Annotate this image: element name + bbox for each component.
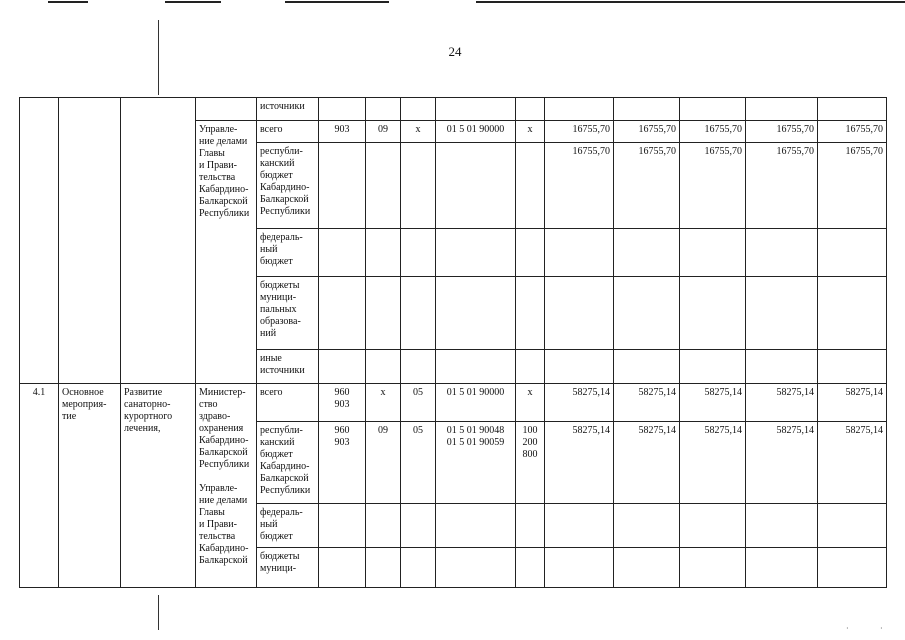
pr-cell: 05 <box>401 422 436 504</box>
grbs-cell: 903 <box>319 121 366 143</box>
fold-mark <box>158 595 159 630</box>
vr-cell: х <box>516 384 545 422</box>
pr-cell: 05 <box>401 384 436 422</box>
grbs-cell: 960 903 <box>319 384 366 422</box>
value-cell: 58275,14 <box>614 384 680 422</box>
value-cell: 58275,14 <box>614 422 680 504</box>
value-cell: 58275,14 <box>545 422 614 504</box>
source-cell: всего <box>257 121 319 143</box>
value-cell: 58275,14 <box>818 422 887 504</box>
value-cell: 16755,70 <box>545 121 614 143</box>
source-cell: федераль- ный бюджет <box>257 229 319 277</box>
value-cell: 16755,70 <box>818 143 887 229</box>
rz-cell: х <box>366 384 401 422</box>
value-cell: 16755,70 <box>680 143 746 229</box>
scan-speck: · <box>846 624 849 633</box>
name-cell: Развитие санаторно- курортного лечения, <box>121 384 196 588</box>
source-cell: иные источники <box>257 350 319 384</box>
scan-artifact-line <box>285 1 389 3</box>
executor-cell: Министер- ство здраво- охранения Кабардино- Балкарской Республики Управле- ние делами Главы и Прави- тельства Кабардино- Балкарской <box>196 384 257 588</box>
scan-artifact-line <box>165 1 221 3</box>
table-row <box>20 384 887 422</box>
scan-artifact-line <box>476 1 905 3</box>
source-cell: бюджеты муници- пальных образова- ний <box>257 277 319 350</box>
value-cell: 16755,70 <box>680 121 746 143</box>
rz-cell: 09 <box>366 121 401 143</box>
value-cell: 58275,14 <box>545 384 614 422</box>
rz-cell: 09 <box>366 422 401 504</box>
source-cell: бюджеты муници- <box>257 548 319 588</box>
source-cell: федераль- ный бюджет <box>257 504 319 548</box>
status-cell: Основное мероприя- тие <box>59 384 121 588</box>
source-cell: республи- канский бюджет Кабардино- Балкарской Республики <box>257 143 319 229</box>
value-cell: 16755,70 <box>746 121 818 143</box>
executor-cell: Управле- ние делами Главы и Прави- тельства Кабардино- Балкарской Республики <box>196 121 257 384</box>
item-number-cell: 4.1 <box>20 384 59 588</box>
value-cell: 58275,14 <box>746 384 818 422</box>
value-cell: 16755,70 <box>818 121 887 143</box>
table-row <box>20 98 887 121</box>
value-cell: 16755,70 <box>746 143 818 229</box>
value-cell: 16755,70 <box>614 143 680 229</box>
source-cell: республи- канский бюджет Кабардино- Балкарской Республики <box>257 422 319 504</box>
vr-cell: х <box>516 121 545 143</box>
csr-cell: 01 5 01 90000 <box>436 384 516 422</box>
budget-table <box>19 97 887 588</box>
vr-cell: 100 200 800 <box>516 422 545 504</box>
csr-cell: 01 5 01 90000 <box>436 121 516 143</box>
source-cell: всего <box>257 384 319 422</box>
scan-speck: · <box>880 624 883 633</box>
fold-mark <box>158 20 159 95</box>
page-number: 24 <box>448 44 462 59</box>
value-cell: 16755,70 <box>614 121 680 143</box>
value-cell: 58275,14 <box>818 384 887 422</box>
value-cell: 16755,70 <box>545 143 614 229</box>
value-cell: 58275,14 <box>680 422 746 504</box>
grbs-cell: 960 903 <box>319 422 366 504</box>
source-cell: источники <box>257 98 319 121</box>
csr-cell: 01 5 01 90048 01 5 01 90059 <box>436 422 516 504</box>
scan-artifact-line <box>48 1 88 3</box>
value-cell: 58275,14 <box>680 384 746 422</box>
value-cell: 58275,14 <box>746 422 818 504</box>
pr-cell: х <box>401 121 436 143</box>
